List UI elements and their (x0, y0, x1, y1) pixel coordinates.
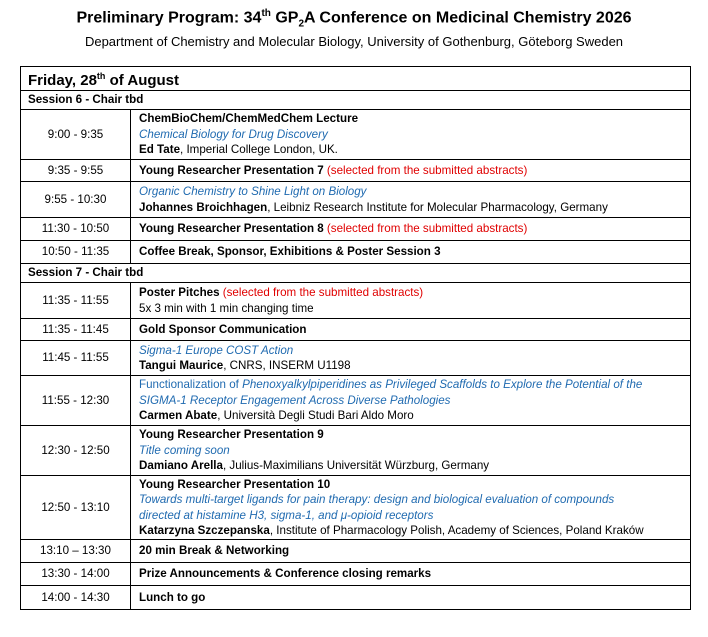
day-header-row (21, 67, 691, 91)
table-row (21, 476, 691, 540)
event-cell (131, 319, 691, 341)
table-row (21, 341, 691, 376)
table-row (21, 540, 691, 563)
session-7-header: Session 7 - Chair tbd (21, 264, 691, 283)
event-cell (131, 110, 691, 160)
table-row (21, 160, 691, 182)
talk-title: Organic Chemistry to Shine Light on Biology (139, 185, 367, 198)
event-title: Young Researcher Presentation 10 (139, 477, 331, 491)
time-cell: 13:30 - 14:00 (21, 563, 131, 586)
event-title: Coffee Break, Sponsor, Exhibitions & Poster Session 3 (139, 245, 441, 259)
talk-title: Title coming soon (139, 443, 230, 457)
session-row (21, 91, 691, 110)
time-cell: 13:10 – 13:30 (21, 540, 131, 563)
time-cell: 11:30 - 10:50 (21, 218, 131, 241)
time-cell: 12:50 - 13:10 (21, 476, 131, 540)
event-title: Young Researcher Presentation 8 (139, 222, 324, 236)
time-cell: 11:35 - 11:55 (21, 283, 131, 319)
event-note: (selected from the submitted abstracts) (323, 163, 528, 177)
time-cell: 11:45 - 11:55 (21, 341, 131, 376)
talk-title: Phenoxyalkylpiperidines as Privileged Scaffolds to Explore the Potential of the (242, 378, 643, 392)
talk-title-cont: SIGMA-1 Receptor Engagement Across Diverse Pathologies (139, 393, 451, 407)
time-cell: 9:35 - 9:55 (21, 160, 131, 182)
table-row (21, 376, 691, 426)
speaker-affiliation: , Institute of Pharmacology Polish, Academy of Sciences, Poland Kraków (269, 524, 644, 537)
speaker-affiliation: , Leibniz Research Institute for Molecular Pharmacology, Germany (267, 200, 608, 214)
event-title: Poster Pitches (139, 286, 220, 299)
event-title: Prize Announcements & Conference closing remarks (139, 567, 432, 581)
day-header: Friday, 28th of August (21, 67, 691, 91)
table-row (21, 563, 691, 586)
event-cell (131, 426, 691, 476)
session-row (21, 264, 691, 283)
event-cell (131, 586, 691, 610)
event-cell (131, 160, 691, 182)
page-title: Preliminary Program: 34th $GP_2A$ Conference on Medicinal Chemistry 2026 (76, 8, 632, 30)
time-cell: 9:55 - 10:30 (21, 182, 131, 218)
time-cell: 11:35 - 11:45 (21, 319, 131, 341)
event-title: Young Researcher Presentation 9 (139, 428, 324, 442)
speaker-affiliation: , Julius-Maximilians Universität Würzburg, Germany (222, 459, 490, 473)
event-cell (131, 283, 691, 319)
talk-title: Sigma-1 Europe COST Action (139, 343, 294, 357)
event-cell (131, 540, 691, 563)
speaker-name: Carmen Abate (139, 409, 218, 423)
event-cell (131, 218, 691, 241)
time-cell: 12:30 - 12:50 (21, 426, 131, 476)
event-title: Lunch to go (139, 590, 206, 604)
session-6-header: Session 6 - Chair tbd (21, 91, 691, 110)
speaker-name: Damiano Arella (139, 459, 223, 473)
event-title: 20 min Break & Networking (139, 544, 290, 558)
time-cell: 11:55 - 12:30 (21, 376, 131, 426)
talk-title: Towards multi-target ligands for pain therapy: design and biological evaluation of compounds (139, 493, 615, 506)
event-cell (131, 241, 691, 264)
event-cell (131, 341, 691, 376)
speaker-affiliation: , Imperial College London, UK. (180, 143, 338, 157)
event-cell (131, 563, 691, 586)
talk-title-prefix: Functionalization of (139, 378, 243, 392)
event-detail: 5x 3 min with 1 min changing time (139, 301, 314, 315)
table-row (21, 218, 691, 241)
event-cell (131, 476, 691, 540)
event-note: (selected from the submitted abstracts) (323, 222, 528, 236)
table-row (21, 586, 691, 610)
event-note: (selected from the submitted abstracts) (219, 286, 424, 299)
event-title: Gold Sponsor Communication (139, 322, 307, 336)
speaker-name: Tangui Maurice (139, 359, 224, 372)
speaker-name: Johannes Broichhagen (139, 200, 268, 214)
speaker-affiliation: , CNRS, INSERM U1198 (223, 359, 351, 372)
talk-title-cont: directed at histamine H3, sigma-1, and μ-opioid receptors (139, 508, 434, 522)
event-title: ChemBioChem/ChemMedChem Lecture (139, 112, 359, 126)
table-row (21, 241, 691, 264)
table-row (21, 110, 691, 160)
speaker-name: Katarzyna Szczepanska (139, 524, 270, 537)
speaker-name: Ed Tate (139, 143, 181, 157)
event-title: Young Researcher Presentation 7 (139, 163, 324, 177)
table-row (21, 426, 691, 476)
speaker-affiliation: , Università Degli Studi Bari Aldo Moro (217, 409, 414, 423)
time-cell: 14:00 - 14:30 (21, 586, 131, 610)
table-row (21, 319, 691, 341)
event-cell (131, 182, 691, 218)
page-subtitle: Department of Chemistry and Molecular Biology, University of Gothenburg, Göteborg Sweden (84, 34, 624, 49)
event-cell (131, 376, 691, 426)
table-row (21, 182, 691, 218)
table-row (21, 283, 691, 319)
time-cell: 9:00 - 9:35 (21, 110, 131, 160)
talk-title: Chemical Biology for Drug Discovery (139, 127, 328, 141)
time-cell: 10:50 - 11:35 (21, 241, 131, 264)
program-table (20, 66, 691, 610)
